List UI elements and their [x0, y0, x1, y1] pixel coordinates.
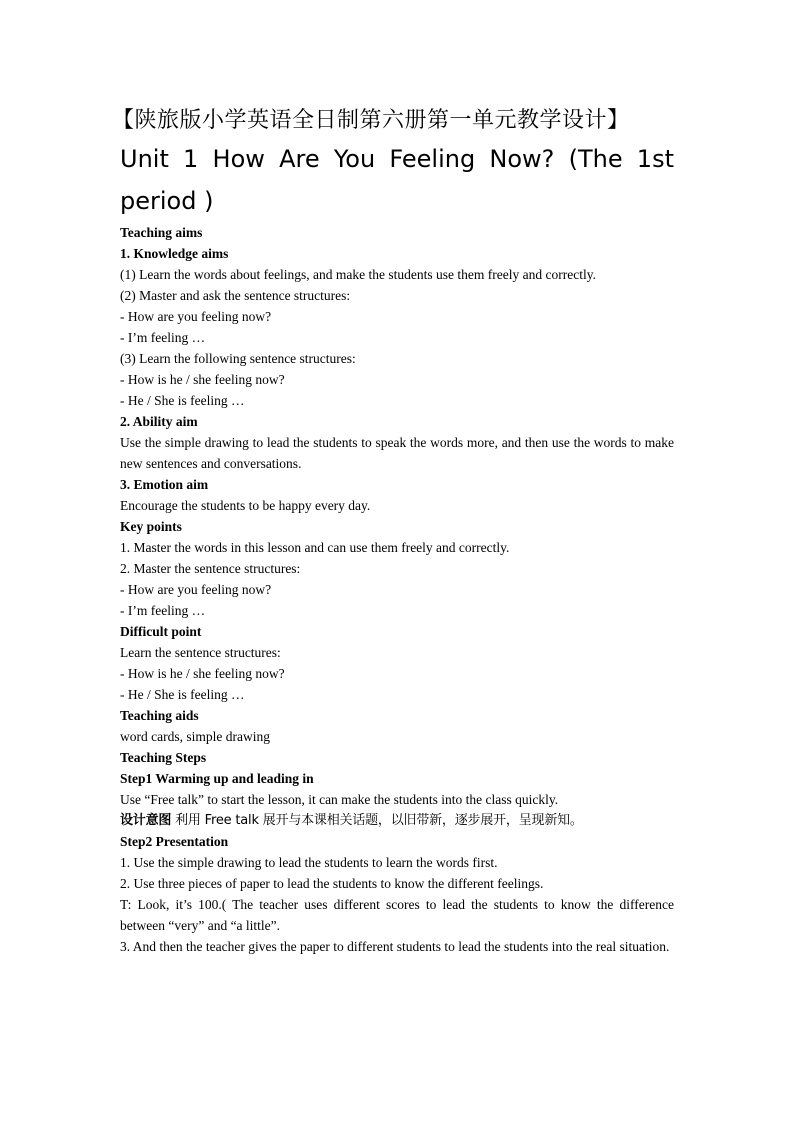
- knowledge-item-2-sentence-1: - How are you feeling now?: [120, 309, 272, 324]
- knowledge-aims-heading: 1. Knowledge aims: [120, 246, 229, 261]
- difficult-point-heading: Difficult point: [120, 624, 202, 639]
- teaching-aids-text: word cards, simple drawing: [120, 729, 270, 744]
- knowledge-item-3-sentence-1: - How is he / she feeling now?: [120, 372, 285, 387]
- key-points-heading: Key points: [120, 519, 182, 534]
- key-point-1: 1. Master the words in this lesson and can use them freely and correctly.: [120, 540, 510, 555]
- difficult-point-text: Learn the sentence structures:: [120, 645, 281, 660]
- teaching-aids-heading: Teaching aids: [120, 708, 199, 723]
- teaching-aims-heading: Teaching aims: [120, 225, 203, 240]
- knowledge-item-2-sentence-2: - I’m feeling …: [120, 330, 206, 345]
- knowledge-item-1: (1) Learn the words about feelings, and make the students use them freely and correctly.: [120, 267, 596, 282]
- knowledge-item-3-sentence-2: - He / She is feeling …: [120, 393, 245, 408]
- difficult-point-sentence-2: - He / She is feeling …: [120, 687, 245, 702]
- step2-item-1: 1. Use the simple drawing to lead the students to learn the words first.: [120, 855, 498, 870]
- ability-aim-text: Use the simple drawing to lead the students to speak the words more, and then use the words to make new sentences and conversations.: [120, 435, 674, 471]
- step2-heading: Step2 Presentation: [120, 834, 229, 849]
- step2-item-3: T: Look, it’s 100.( The teacher uses different scores to lead the students to know the difference between “very” and “a little”.: [120, 897, 674, 933]
- step1-heading: Step1 Warming up and leading in: [120, 771, 314, 786]
- step2-item-4: 3. And then the teacher gives the paper to different students to lead the students into the real situation.: [120, 939, 670, 954]
- difficult-point-sentence-1: - How is he / she feeling now?: [120, 666, 285, 681]
- emotion-aim-heading: 3. Emotion aim: [120, 477, 209, 492]
- unit-title-line2: period ): [120, 187, 214, 215]
- key-point-sentence-2: - I’m feeling …: [120, 603, 206, 618]
- key-point-2: 2. Master the sentence structures:: [120, 561, 301, 576]
- unit-title-line1: Unit 1 How Are You Feeling Now? (The 1st: [120, 145, 674, 173]
- design-intent-note: [120, 810, 674, 831]
- unit-title: [120, 138, 674, 222]
- knowledge-item-2: (2) Master and ask the sentence structures:: [120, 288, 351, 303]
- teaching-steps-heading: Teaching Steps: [120, 750, 207, 765]
- step1-text: Use “Free talk” to start the lesson, it can make the students into the class quickly.: [120, 792, 559, 807]
- document-header-title: 【陕旅版小学英语全日制第六册第一单元教学设计】: [112, 108, 630, 133]
- document-page: [112, 104, 674, 957]
- step2-item-2: 2. Use three pieces of paper to lead the students to know the different feelings.: [120, 876, 544, 891]
- key-point-sentence-1: - How are you feeling now?: [120, 582, 272, 597]
- ability-aim-heading: 2. Ability aim: [120, 414, 198, 429]
- emotion-aim-text: Encourage the students to be happy every day.: [120, 498, 371, 513]
- design-intent-label: 设计意图: [120, 813, 172, 828]
- knowledge-item-3: (3) Learn the following sentence structures:: [120, 351, 356, 366]
- design-intent-text: 利用 Free talk 展开与本课相关话题，以旧带新，逐步展开，呈现新知。: [171, 813, 583, 828]
